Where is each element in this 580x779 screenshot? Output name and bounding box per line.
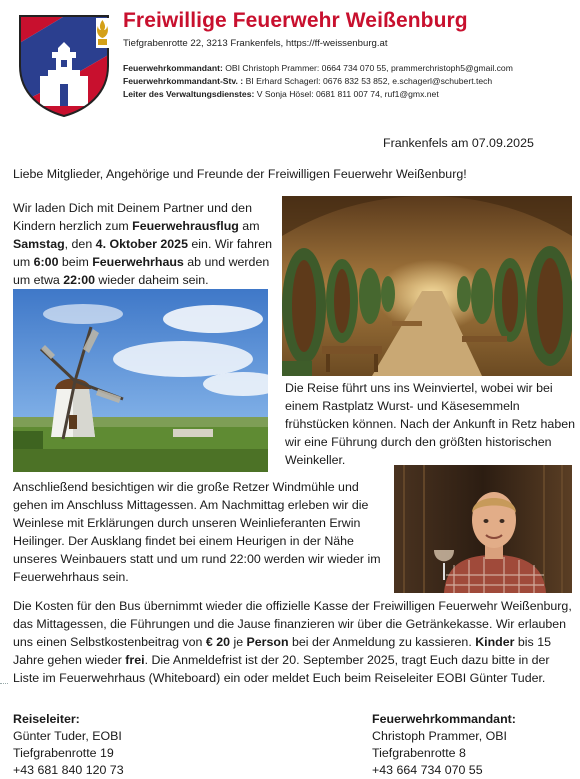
signature-phone: +43 664 734 070 55 xyxy=(372,763,483,777)
signature-role: Reiseleiter: xyxy=(13,712,80,726)
contact-label: Leiter des Verwaltungsdienstes: xyxy=(123,89,255,99)
program-paragraph: Anschließend besichtigen wir die große Retzer Windmühle und gehen im Anschluss Mittagessen. Am Nachmittag erleben wir die Weinlese mit Erklärungen durch unseren Weinlieferanten Erwin Heilinger. Der Ausklang findet bei einem Heurigen in der Nähe unseres Weinbauers statt und um rund 22:00 werden wir wieder im Feuerwehrhaus sein. xyxy=(13,480,381,584)
letter-greeting: Liebe Mitglieder, Angehörige und Freunde der Freiwilligen Feuerwehr Weißenburg! xyxy=(13,167,467,181)
wine-cellar-photo xyxy=(282,196,572,376)
contact-value: V Sonja Hösel: 0681 811 007 74, ruf1@gmx.net xyxy=(254,89,439,99)
invitation-paragraph: Wir laden Dich mit Deinem Partner und den Kindern herzlich zum Feuerwehrausflug am Samstag, den 4. Oktober 2025 ein. Wir fahren um 6:00 beim Feuerwehrhaus ab und werden um etwa 22:00 wieder daheim sein. xyxy=(13,201,272,287)
fire-brigade-crest xyxy=(18,14,110,118)
signature-street: Tiefgrabenrotte 8 xyxy=(372,746,466,760)
organization-address: Tiefgrabenrotte 22, 3213 Frankenfels, https://ff-weissenburg.at xyxy=(123,38,388,49)
contact-label: Feuerwehrkommandant-Stv. : xyxy=(123,76,244,86)
signature-block-commander xyxy=(372,711,516,779)
signature-block-tour-guide xyxy=(13,711,124,779)
signature-name: Günter Tuder, EOBI xyxy=(13,729,122,743)
signature-role: Feuerwehrkommandant: xyxy=(372,712,516,726)
contact-admin-head xyxy=(123,89,439,99)
portrait-photo xyxy=(394,465,572,593)
contact-commander xyxy=(123,63,513,73)
contact-label: Feuerwehrkommandant: xyxy=(123,63,223,73)
signature-phone: +43 681 840 120 73 xyxy=(13,763,124,777)
windmill-photo xyxy=(13,289,268,472)
margin-marker xyxy=(0,683,8,684)
signature-street: Tiefgrabenrotte 19 xyxy=(13,746,114,760)
letter-date: Frankenfels am 07.09.2025 xyxy=(383,136,534,150)
journey-paragraph: Die Reise führt uns ins Weinviertel, wobei wir bei einem Rastplatz Wurst- und Käsesemmeln frühstücken können. Nach der Ankunft in Retz haben wir eine Führung durch den größten historischen Weinkeller. xyxy=(285,381,575,467)
contact-deputy-commander xyxy=(123,76,492,86)
signature-name: Christoph Prammer, OBI xyxy=(372,729,507,743)
organization-title: Freiwillige Feuerwehr Weißenburg xyxy=(123,9,468,32)
contact-value: OBI Christoph Prammer: 0664 734 070 55, prammerchristoph5@gmail.com xyxy=(222,63,513,73)
costs-paragraph: Die Kosten für den Bus übernimmt wieder die offizielle Kasse der Freiwilligen Feuerwehr Weißenburg, das Mittagessen, die Führungen und die Jause finanzieren wir über die Getränkekasse. Wir erlauben uns einen Selbstkostenbeitrag von € 20 je Person bei der Anmeldung zu kassieren. Kinder bis 15 Jahre gehen wieder frei. Die Anmeldefrist ist der 20. September 2025, tragt Euch dazu bitte in der Liste im Feuerwehrhaus (Whiteboard) ein oder meldet Euch beim Reiseleiter EOBI Günter Tuder. xyxy=(13,599,572,685)
contact-value: BI Erhard Schagerl: 0676 832 53 852, e.schagerl@schubert.tech xyxy=(243,76,493,86)
